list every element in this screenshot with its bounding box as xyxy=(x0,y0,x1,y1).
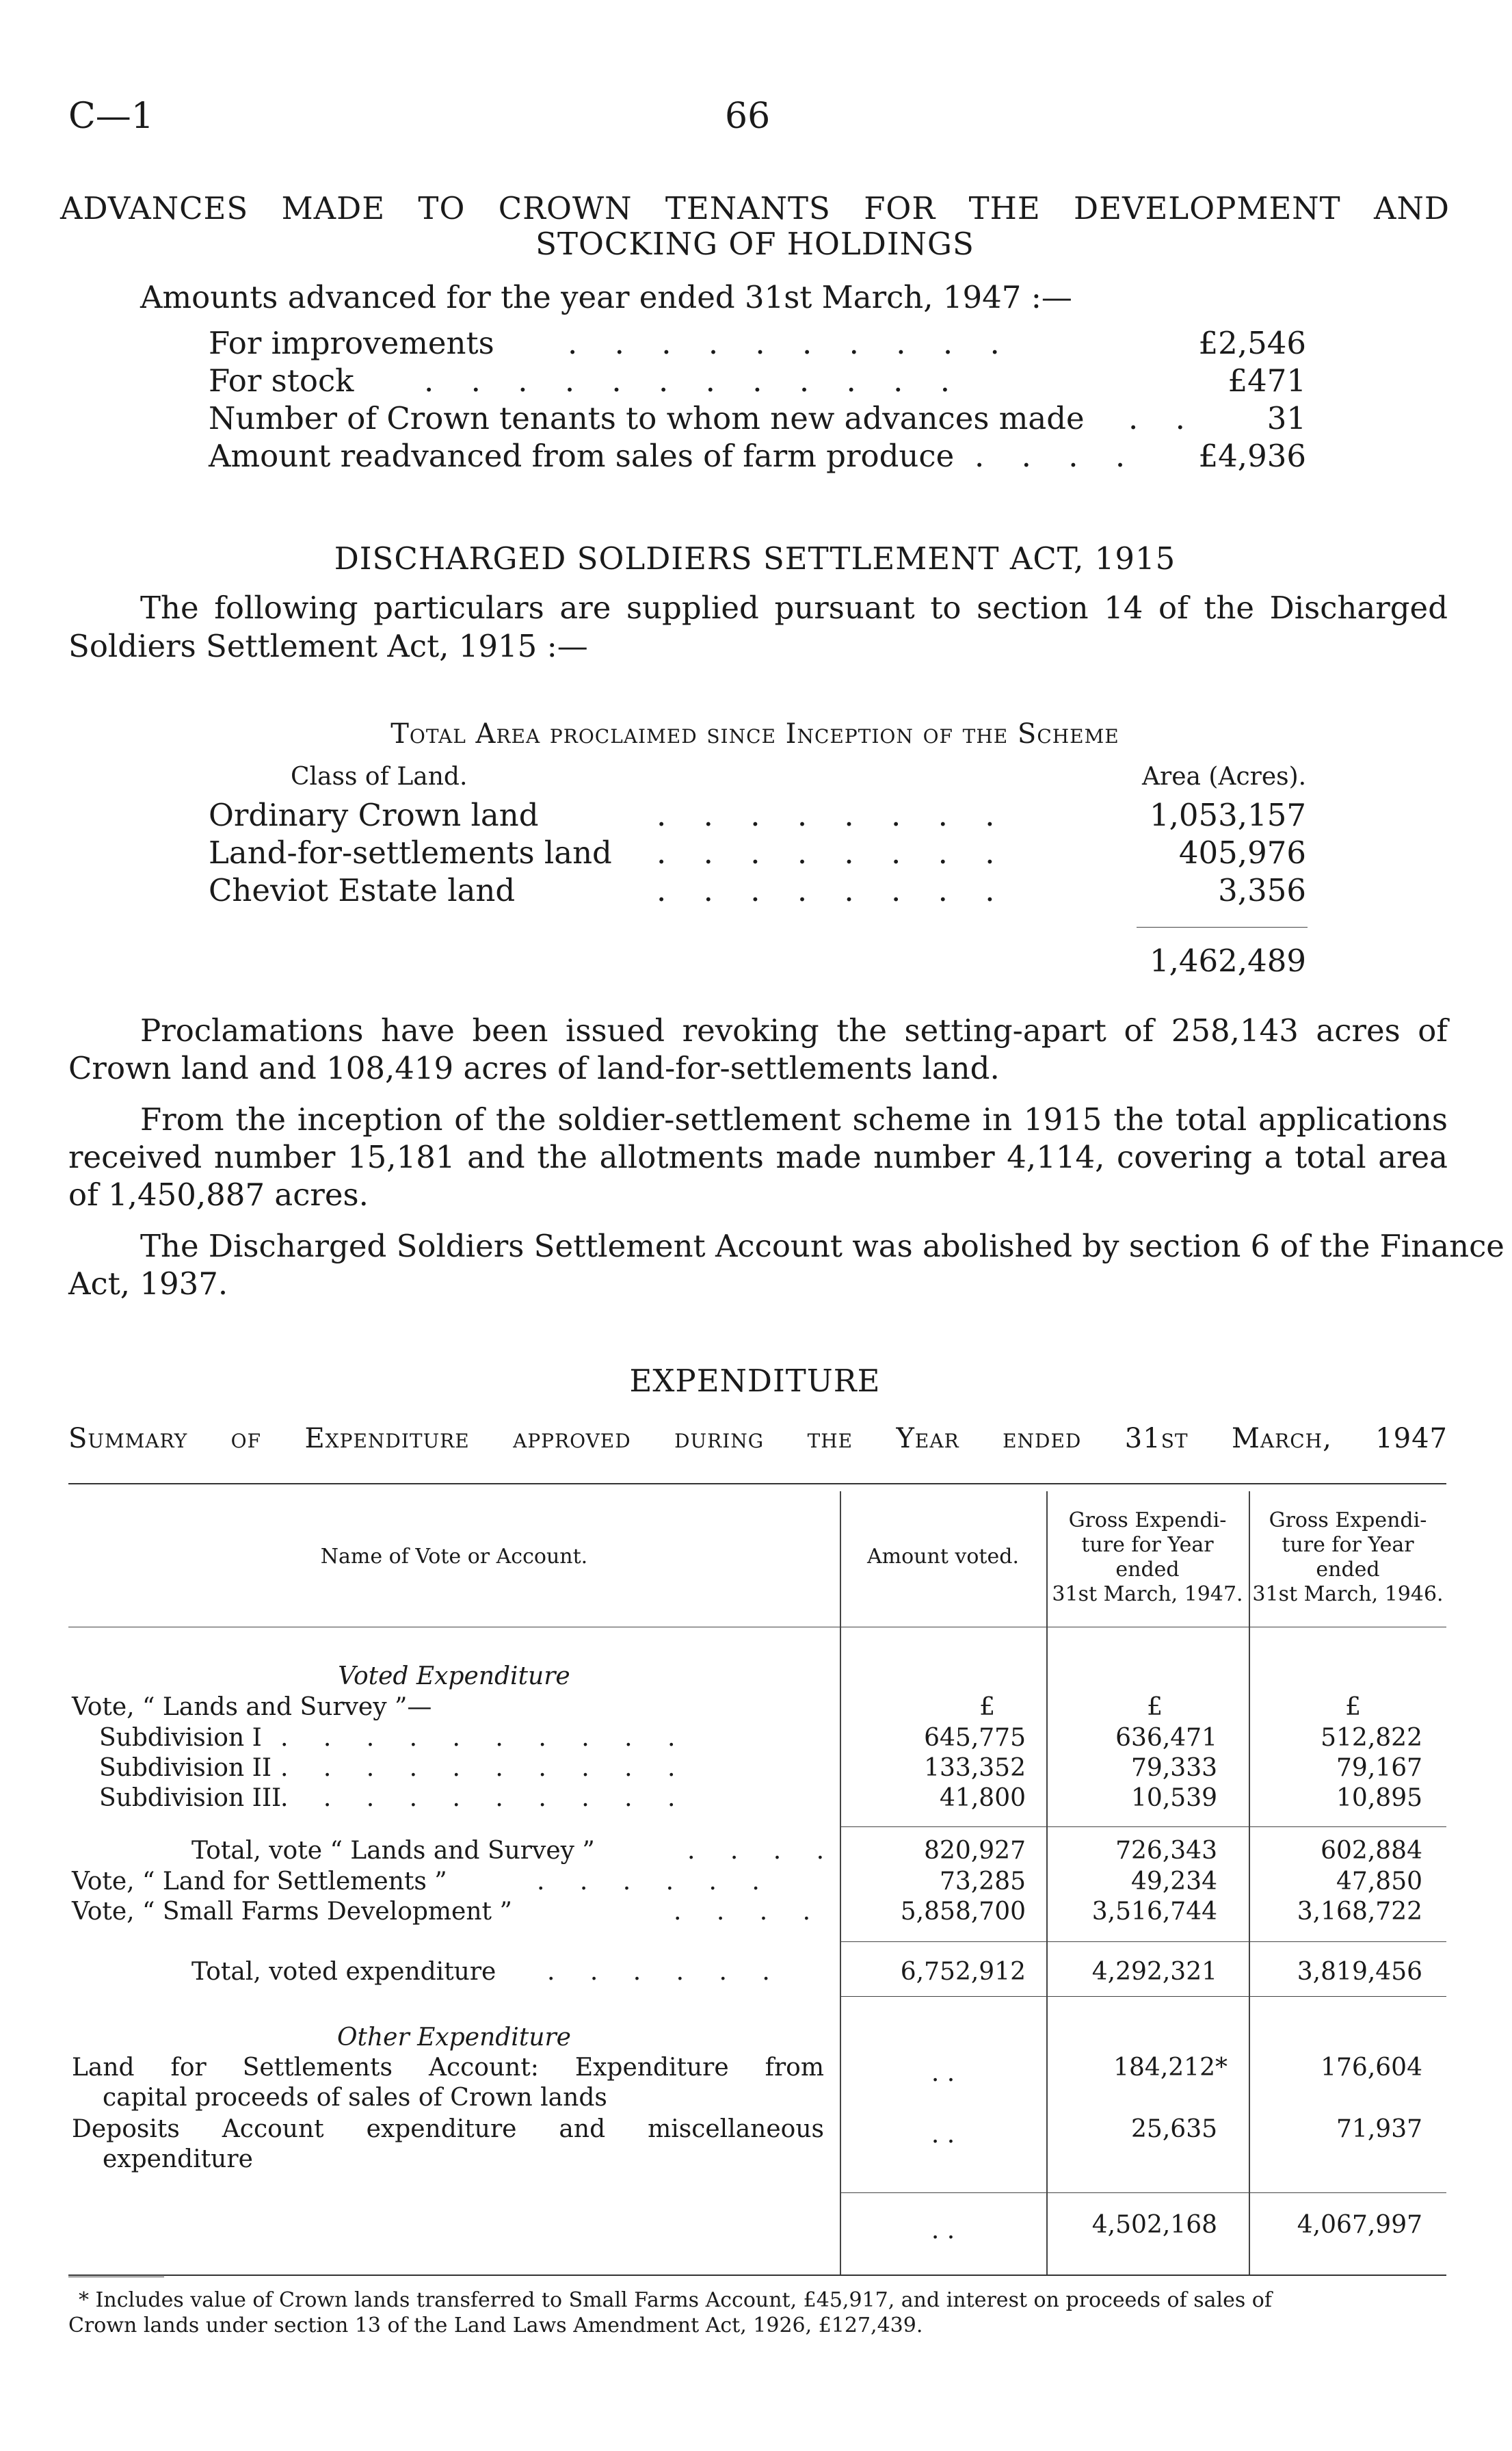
table-cell-1946: 4,067,997 xyxy=(1297,2211,1422,2239)
area-row-dots: . . . . . . . . xyxy=(656,872,1009,908)
th-gross-1947: ture for Year xyxy=(1081,1533,1214,1557)
table-cell-voted: . . xyxy=(931,2059,955,2087)
footnote-line2: Crown lands under section 13 of the Land Laws Amendment Act, 1926, £127,439. xyxy=(68,2314,923,2337)
table-cell-1946: 3,168,722 xyxy=(1297,1898,1422,1926)
th-gross-1946: ture for Year xyxy=(1282,1533,1414,1557)
soldiers-title: DISCHARGED SOLDIERS SETTLEMENT ACT, 1915 xyxy=(334,540,1176,577)
soldiers-para-line2: Soldiers Settlement Act, 1915 :— xyxy=(68,628,588,664)
account-line1: The Discharged Soldiers Settlement Account was abolished by section 6 of the Finance xyxy=(140,1228,1504,1264)
table-cell-1947: 49,234 xyxy=(1131,1867,1217,1896)
subtotal-rule xyxy=(840,1826,1446,1827)
proclamations-line2: Crown land and 108,419 acres of land-for-settlements land. xyxy=(68,1050,1000,1086)
table-cell-1946: 176,604 xyxy=(1321,2054,1422,2082)
col-class-of-land: Class of Land. xyxy=(291,763,468,791)
table-cell-1947: 636,471 xyxy=(1115,1724,1217,1752)
voted-expenditure-heading: Voted Expenditure xyxy=(338,1662,570,1690)
table-row-label: Vote, “ Land for Settlements ” xyxy=(72,1867,447,1896)
table-cell-1947: 4,292,321 xyxy=(1091,1958,1217,1986)
area-total: 1,462,489 xyxy=(1149,943,1306,979)
table-row-label: Deposits Account expenditure and miscellaneous xyxy=(72,2115,824,2143)
table-cell-voted: . . xyxy=(931,2121,955,2149)
subtotal-rule xyxy=(840,2192,1446,2193)
vote-lands-label: Vote, “ Lands and Survey ”— xyxy=(72,1693,432,1721)
footnote-line1: * Includes value of Crown lands transferred to Small Farms Account, £45,917, and interest on proceeds of sales of xyxy=(79,2288,1272,2312)
advances-item-dots: . . . . . . . . . . . . xyxy=(424,363,964,399)
advances-title-line2: STOCKING OF HOLDINGS xyxy=(535,226,974,262)
table-cell-voted: 73,285 xyxy=(940,1867,1026,1896)
table-top-rule xyxy=(68,1483,1446,1484)
table-row-label: Land for Settlements Account: Expenditure from xyxy=(72,2054,824,2082)
table-bottom-rule xyxy=(68,2275,1446,2276)
area-row-dots: . . . . . . . . xyxy=(656,835,1009,871)
table-cell-1947: 184,212* xyxy=(1113,2054,1228,2082)
table-cell-1947: 79,333 xyxy=(1131,1754,1217,1782)
area-heading: Total Area proclaimed since Inception of the Scheme xyxy=(390,718,1119,750)
inception-line3: of 1,450,887 acres. xyxy=(68,1177,369,1213)
table-cell-1947: 726,343 xyxy=(1115,1837,1217,1865)
th-gross-1947: Gross Expendi- xyxy=(1068,1508,1227,1532)
currency-1946: £ xyxy=(1345,1693,1361,1721)
table-cell-1947: 25,635 xyxy=(1131,2115,1217,2143)
th-gross-1947: ended xyxy=(1115,1558,1180,1582)
table-cell-voted: 645,775 xyxy=(924,1724,1026,1752)
table-col-divider xyxy=(1046,1491,1048,2275)
table-cell-1946: 3,819,456 xyxy=(1297,1958,1422,1986)
table-cell-voted: 6,752,912 xyxy=(900,1958,1026,1986)
page-number: 66 xyxy=(725,96,771,137)
area-row-label: Land-for-settlements land xyxy=(209,835,612,871)
table-cell-1946: 512,822 xyxy=(1321,1724,1422,1752)
table-cell-voted: 820,927 xyxy=(924,1837,1026,1865)
table-cell-1947: 4,502,168 xyxy=(1091,2211,1217,2239)
subtotal-rule xyxy=(840,1941,1446,1942)
area-row-value: 3,356 xyxy=(1218,872,1306,908)
area-row-dots: . . . . . . . . xyxy=(656,797,1009,833)
inception-line2: received number 15,181 and the allotments made number 4,114, covering a total area xyxy=(68,1139,1448,1175)
table-cell-1947: 10,539 xyxy=(1131,1784,1217,1812)
th-gross-1946: Gross Expendi- xyxy=(1269,1508,1427,1532)
table-row-label: Total, vote “ Lands and Survey ” xyxy=(191,1837,595,1865)
table-cell-voted: 41,800 xyxy=(940,1784,1026,1812)
area-row-value: 405,976 xyxy=(1178,835,1306,871)
expenditure-title: EXPENDITURE xyxy=(629,1363,881,1399)
advances-item-label: For stock xyxy=(209,363,354,399)
advances-item-value: £4,936 xyxy=(1198,438,1306,474)
currency-voted: £ xyxy=(979,1693,995,1721)
table-row-label: Subdivision II xyxy=(99,1754,272,1782)
table-row-dots: . . . . . . . . . . xyxy=(280,1754,689,1782)
table-row-dots: . . . . xyxy=(674,1898,825,1926)
other-expenditure-heading: Other Expenditure xyxy=(337,2023,571,2052)
soldiers-para-line1: The following particulars are supplied pursuant to section 14 of the Discharged xyxy=(140,590,1448,626)
proclamations-line1: Proclamations have been issued revoking the setting-apart of 258,143 acres of xyxy=(140,1012,1448,1049)
expenditure-subtitle: Summary of Expenditure approved during the Year ended 31st March, 1947 xyxy=(68,1423,1448,1454)
area-row-label: Cheviot Estate land xyxy=(209,872,516,908)
area-row-value: 1,053,157 xyxy=(1149,797,1306,833)
th-amount-voted: Amount voted. xyxy=(867,1545,1019,1569)
th-gross-1946: ended xyxy=(1316,1558,1380,1582)
subtotal-rule xyxy=(840,1996,1446,1997)
table-row-label: Total, voted expenditure xyxy=(191,1958,496,1986)
table-cell-1946: 47,850 xyxy=(1336,1867,1422,1896)
inception-line1: From the inception of the soldier-settlement scheme in 1915 the total applications xyxy=(140,1101,1448,1138)
advances-item-label: Amount readvanced from sales of farm produce xyxy=(209,438,955,474)
advances-item-dots: . . . . . . . . . . xyxy=(568,325,1013,361)
table-cell-1946: 10,895 xyxy=(1336,1784,1422,1812)
area-row-label: Ordinary Crown land xyxy=(209,797,539,833)
advances-item-dots: . . . . xyxy=(974,438,1139,474)
advances-item-value: 31 xyxy=(1266,400,1306,436)
table-row-dots: . . . . xyxy=(687,1837,838,1865)
document-code: C—1 xyxy=(68,96,154,137)
advances-item-value: £471 xyxy=(1228,363,1306,399)
area-total-rule xyxy=(1137,927,1308,928)
table-col-divider xyxy=(840,1491,841,2275)
table-cell-1947: 3,516,744 xyxy=(1091,1898,1217,1926)
table-row-label: Subdivision III xyxy=(99,1784,282,1812)
advances-item-dots: . . xyxy=(1128,400,1199,436)
currency-1947: £ xyxy=(1147,1693,1163,1721)
table-row-label: expenditure xyxy=(103,2145,253,2173)
advances-item-label: Number of Crown tenants to whom new advances made xyxy=(209,400,1085,436)
table-cell-1946: 602,884 xyxy=(1321,1837,1422,1865)
th-name: Name of Vote or Account. xyxy=(320,1545,588,1569)
advances-title-line1: ADVANCES MADE TO CROWN TENANTS FOR THE DEVELOPMENT AND xyxy=(60,190,1450,226)
advances-intro: Amounts advanced for the year ended 31st March, 1947 :— xyxy=(140,279,1072,315)
table-cell-voted: 133,352 xyxy=(924,1754,1026,1782)
th-gross-1947: 31st March, 1947. xyxy=(1052,1582,1243,1606)
advances-item-label: For improvements xyxy=(209,325,494,361)
th-gross-1946: 31st March, 1946. xyxy=(1252,1582,1444,1606)
col-area-acres: Area (Acres). xyxy=(1142,763,1307,791)
advances-item-value: £2,546 xyxy=(1198,325,1306,361)
account-line2: Act, 1937. xyxy=(68,1266,228,1302)
table-row-dots: . . . . . . xyxy=(547,1958,784,1986)
table-row-label: Subdivision I xyxy=(99,1724,262,1752)
table-row-dots: . . . . . . xyxy=(537,1867,773,1896)
table-row-dots: . . . . . . . . . . xyxy=(280,1784,689,1812)
table-cell-1946: 71,937 xyxy=(1336,2115,1422,2143)
table-cell-voted: 5,858,700 xyxy=(900,1898,1026,1926)
table-row-label: Vote, “ Small Farms Development ” xyxy=(72,1898,512,1926)
table-cell-1946: 79,167 xyxy=(1336,1754,1422,1782)
table-row-dots: . . . . . . . . . . xyxy=(280,1724,689,1752)
table-col-divider xyxy=(1249,1491,1250,2275)
table-row-label: capital proceeds of sales of Crown lands xyxy=(103,2084,607,2112)
table-cell-voted: . . xyxy=(931,2216,955,2244)
